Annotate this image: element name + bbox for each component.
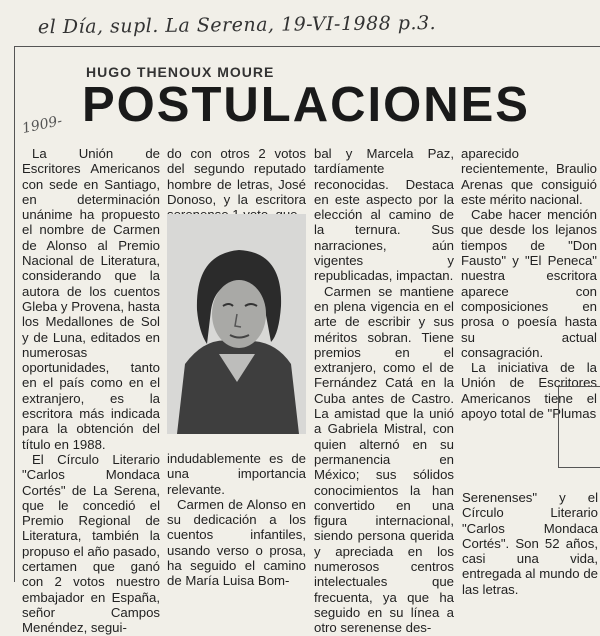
paragraph: do con otros 2 votos del segundo reputado hombre de letras, José Donoso, y la escritora: [167, 146, 306, 207]
paragraph: bal y Marcela Paz, tardíamente reconocidas. Destaca en este aspecto por la elección al camino de la ternura. Sus narraciones, aún vigentes y republicadas, impactan.: [314, 146, 454, 284]
article-headline: POSTULACIONES: [82, 78, 530, 132]
margin-annotation: 1909-: [20, 112, 64, 138]
handwritten-source-note: el Día, supl. La Serena, 19-VI-1988 p.3.: [37, 12, 437, 39]
paragraph: Carmen se mantiene en plena vigencia en el arte de escribir y sus méritos sobran. Tiene premios en el extranjero, como el de Fernández Catá en la Cuba antes de Castro. La amistad que la unió a Gabriela Mistral, con quien alternó en su permanencia en México; sus sólidos conocimientos la han convertido en una figura internacional, siendo persona querida y apreciada en los numerosos centros intelectuales que frecuenta, ya que ha seguido en su línea a otro serenense des-: [314, 283, 454, 636]
clipping-left-border: [14, 46, 15, 582]
paragraph: Carmen de Alonso en su dedicación a los cuentos infantiles, usando verso o prosa, ha seguido el camino de María Luisa Bom-: [167, 496, 306, 589]
author-portrait-photo: [167, 214, 306, 434]
paragraph: aparecido recientemente, Braulio Arenas que consiguió este mérito nacional.: [461, 146, 597, 207]
article-column-2-bottom: [167, 451, 306, 589]
paragraph: La Unión de Escritores Americanos con sede en Santiago, en determinación unánime ha propuesto el nombre de Carmen de Alonso al Premio Nacional de Literatura, considerando que la autora de los cuentos Gleba y Provena, hasta los Medallones de Sol y de Luna, editados en numerosas oportunidades, tanto en el país como en el extranjero, es la escritora más indicada para la obtención del título en 1988.: [22, 146, 160, 452]
paragraph: Serenenses" y el Círculo Literario "Carlos Mondaca Cortés". Son 52 años, casi una vida, entregada al mundo de las letras.: [462, 490, 598, 597]
paragraph: indudablemente es de una importancia relevante.: [167, 451, 306, 497]
adjacent-article-box: [558, 386, 600, 468]
article-column-2-top: [167, 146, 306, 222]
article-column-4-bottom: [462, 490, 598, 597]
article-column-3: [314, 146, 454, 636]
article-column-4-top: [461, 146, 597, 421]
paragraph: La iniciativa de la Unión de Escritores Americanos tiene el apoyo total de "Plumas: [461, 360, 597, 422]
portrait-photo-image: [167, 214, 306, 434]
paragraph: El Círculo Literario "Carlos Mondaca Cortés" de La Serena, que le concedió el Premio Regional de Literatura, también la propuso el año pasado, certamen que ganó con 2 votos nuestro embajador en España, señor Campos Menéndez, segui-: [22, 451, 160, 636]
clipping-top-border: [14, 46, 600, 47]
author-byline: HUGO THENOUX MOURE: [86, 64, 275, 80]
paragraph: Cabe hacer mención que desde los lejanos tiempos de "Don Fausto" y "El Peneca" nuestra escritora aparece con composiciones en prosa o poesía hasta su actual consagración.: [461, 207, 597, 360]
article-column-1: [22, 146, 160, 636]
